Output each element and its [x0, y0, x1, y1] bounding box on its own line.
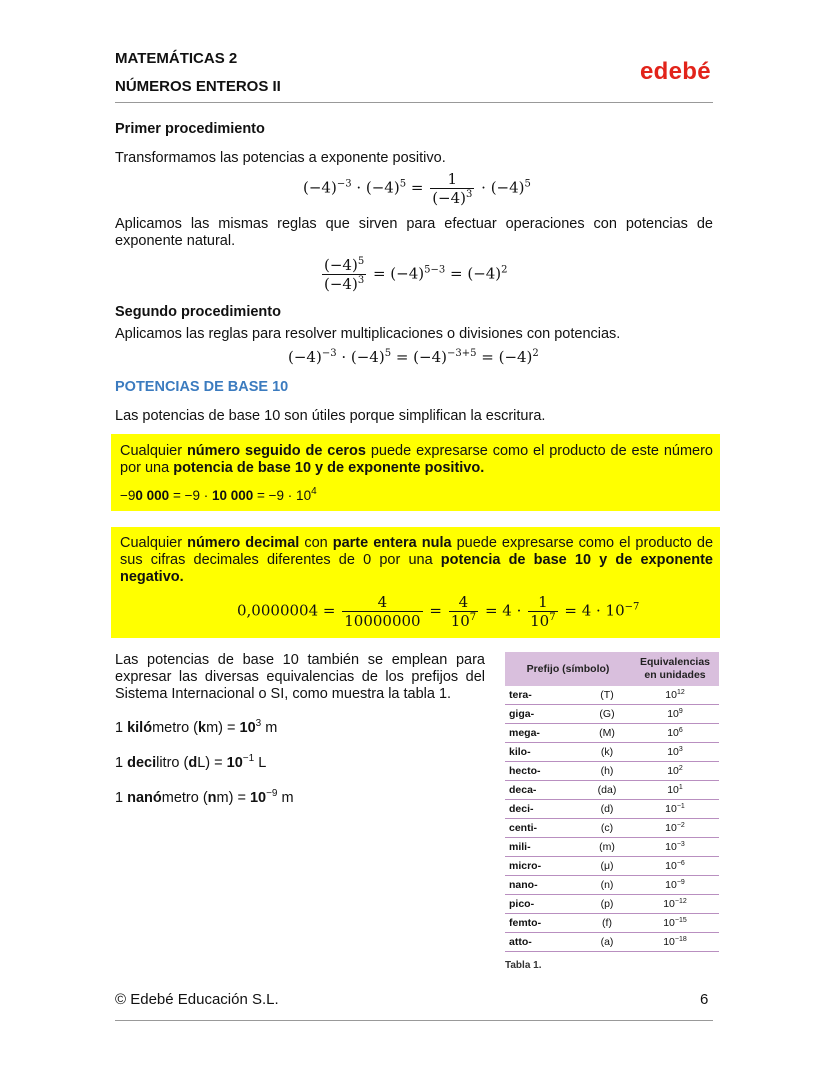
prefix-name: atto-	[505, 933, 583, 952]
prefix-name: mili-	[505, 838, 583, 857]
prefix-symbol: (k)	[583, 743, 631, 762]
page-number: 6	[700, 991, 709, 1008]
rule-box-negative	[111, 527, 720, 638]
prefix-name: micro-	[505, 857, 583, 876]
prefix-table	[505, 652, 719, 952]
prefix-symbol: (M)	[583, 724, 631, 743]
subject-title: MATEMÁTICAS 2	[115, 50, 238, 67]
table-row	[505, 743, 719, 762]
prefix-equivalence: $10^{-3}$	[631, 838, 719, 857]
prefix-symbol: (G)	[583, 705, 631, 724]
prefix-equivalence: $10^{-15}$	[631, 914, 719, 933]
rule-box-negative-text: Cualquier número decimal con parte entera nula puede expresarse como el producto de sus cifras decimales diferentes de 0 por una potencia de base 10 y de exponente negativo.	[120, 535, 714, 585]
prefix-name: pico-	[505, 895, 583, 914]
prefix-symbol: (d)	[583, 800, 631, 819]
table-row	[505, 781, 719, 800]
formula-1: $(-4)^{-3} \cdot (-4)^5$ = $\frac{1}{(-4)^3}$ · $(-4)^5$	[303, 170, 531, 207]
prefix-symbol: (T)	[583, 686, 631, 705]
prefix-name: hecto-	[505, 762, 583, 781]
header-divider	[115, 102, 713, 103]
rule-box-positive	[111, 434, 720, 511]
prefix-name: giga-	[505, 705, 583, 724]
prefix-table-wrapper	[505, 652, 719, 971]
prefix-name: mega-	[505, 724, 583, 743]
si-paragraph: Las potencias de base 10 también se emplean para expresar las diversas equivalencias de los prefijos del Sistema Internacional o SI, como muestra la tabla 1.	[115, 652, 485, 702]
prefix-symbol: (p)	[583, 895, 631, 914]
prefix-symbol: (c)	[583, 819, 631, 838]
prefix-symbol: (f)	[583, 914, 631, 933]
prefix-symbol: (da)	[583, 781, 631, 800]
prefix-equivalence: $10^{-1}$	[631, 800, 719, 819]
rule-box-positive-text: Cualquier número seguido de ceros puede expresarse como el producto de este número por una potencia de base 10 y de exponente positivo.	[120, 443, 713, 476]
section1-text: Aplicamos las mismas reglas que sirven para efectuar operaciones con potencias de exponente natural.	[115, 216, 713, 249]
table-row	[505, 762, 719, 781]
prefix-equivalence: $10^2$	[631, 762, 719, 781]
rule-box-positive-example: −90 000 = −9 · 10 $000 = -9 \cdot 10^4$	[120, 486, 317, 503]
prefix-name: deca-	[505, 781, 583, 800]
footer-copyright: © Edebé Educación S.L.	[115, 991, 279, 1008]
edebe-logo: edebé	[640, 58, 711, 85]
prefix-name: centi-	[505, 819, 583, 838]
prefix-equivalence: $10^9$	[631, 705, 719, 724]
section1-title: Primer procedimiento	[115, 121, 265, 137]
table-row	[505, 857, 719, 876]
prefix-symbol: (μ)	[583, 857, 631, 876]
example-kilometro: 1 kilómetro $(km) = 10^3$ m	[115, 718, 278, 736]
base10-title: POTENCIAS DE BASE 10	[115, 379, 289, 395]
unit-title: NÚMEROS ENTEROS II	[115, 78, 281, 95]
table-row	[505, 800, 719, 819]
table-row	[505, 895, 719, 914]
table-row	[505, 838, 719, 857]
base10-intro: Las potencias de base 10 son útiles porque simplifican la escritura.	[115, 408, 546, 424]
prefix-equivalence: $10^6$	[631, 724, 719, 743]
section2-title: Segundo procedimiento	[115, 304, 281, 320]
prefix-equivalence: $10^{-18}$	[631, 933, 719, 952]
formula-3: $(-4)^{-3} \cdot (-4)^5 = (-4)^{-3+5} = (-4)^2$	[288, 348, 539, 366]
prefix-symbol: (a)	[583, 933, 631, 952]
section2-text: Aplicamos las reglas para resolver multiplicaciones o divisiones con potencias.	[115, 326, 621, 342]
table-row	[505, 819, 719, 838]
table-header-prefix: Prefijo (símbolo)	[505, 652, 631, 686]
table-row	[505, 705, 719, 724]
prefix-equivalence: $10^{-9}$	[631, 876, 719, 895]
prefix-symbol: (m)	[583, 838, 631, 857]
example-decilitro: 1 decilitro $(dL) = 10^{-1}$ L	[115, 753, 267, 771]
prefix-name: kilo-	[505, 743, 583, 762]
prefix-equivalence: $10^{-12}$	[631, 895, 719, 914]
prefix-name: tera-	[505, 686, 583, 705]
prefix-equivalence: $10^{12}$	[631, 686, 719, 705]
table-caption: Tabla 1.	[505, 960, 542, 971]
formula-decimal: 0,0000004 = $\frac{4}{10000000}$ = $\frac{4}{10^7}$ = 4 · $\frac{1}{10^7}$ = $4 \cdot 10^{-7}$	[237, 593, 640, 630]
table-row	[505, 876, 719, 895]
prefix-name: deci-	[505, 800, 583, 819]
prefix-equivalence: $10^{-2}$	[631, 819, 719, 838]
section1-intro: Transformamos las potencias a exponente positivo.	[115, 150, 446, 166]
table-row	[505, 933, 719, 952]
footer-divider	[115, 1020, 713, 1021]
example-nanometro: 1 nanómetro $(nm) = 10^{-9}$ m	[115, 788, 294, 806]
prefix-name: nano-	[505, 876, 583, 895]
prefix-equivalence: $10^3$	[631, 743, 719, 762]
table-row	[505, 724, 719, 743]
table-row	[505, 686, 719, 705]
formula-2: $\frac{(-4)^5}{(-4)^3}$ = $(-4)^{5-3} = (-4)^2$	[324, 256, 508, 293]
prefix-symbol: (n)	[583, 876, 631, 895]
table-row	[505, 914, 719, 933]
prefix-equivalence: $10^1$	[631, 781, 719, 800]
prefix-symbol: (h)	[583, 762, 631, 781]
prefix-name: femto-	[505, 914, 583, 933]
table-header-equivalence: Equivalencias en unidades	[631, 652, 719, 686]
prefix-equivalence: $10^{-6}$	[631, 857, 719, 876]
